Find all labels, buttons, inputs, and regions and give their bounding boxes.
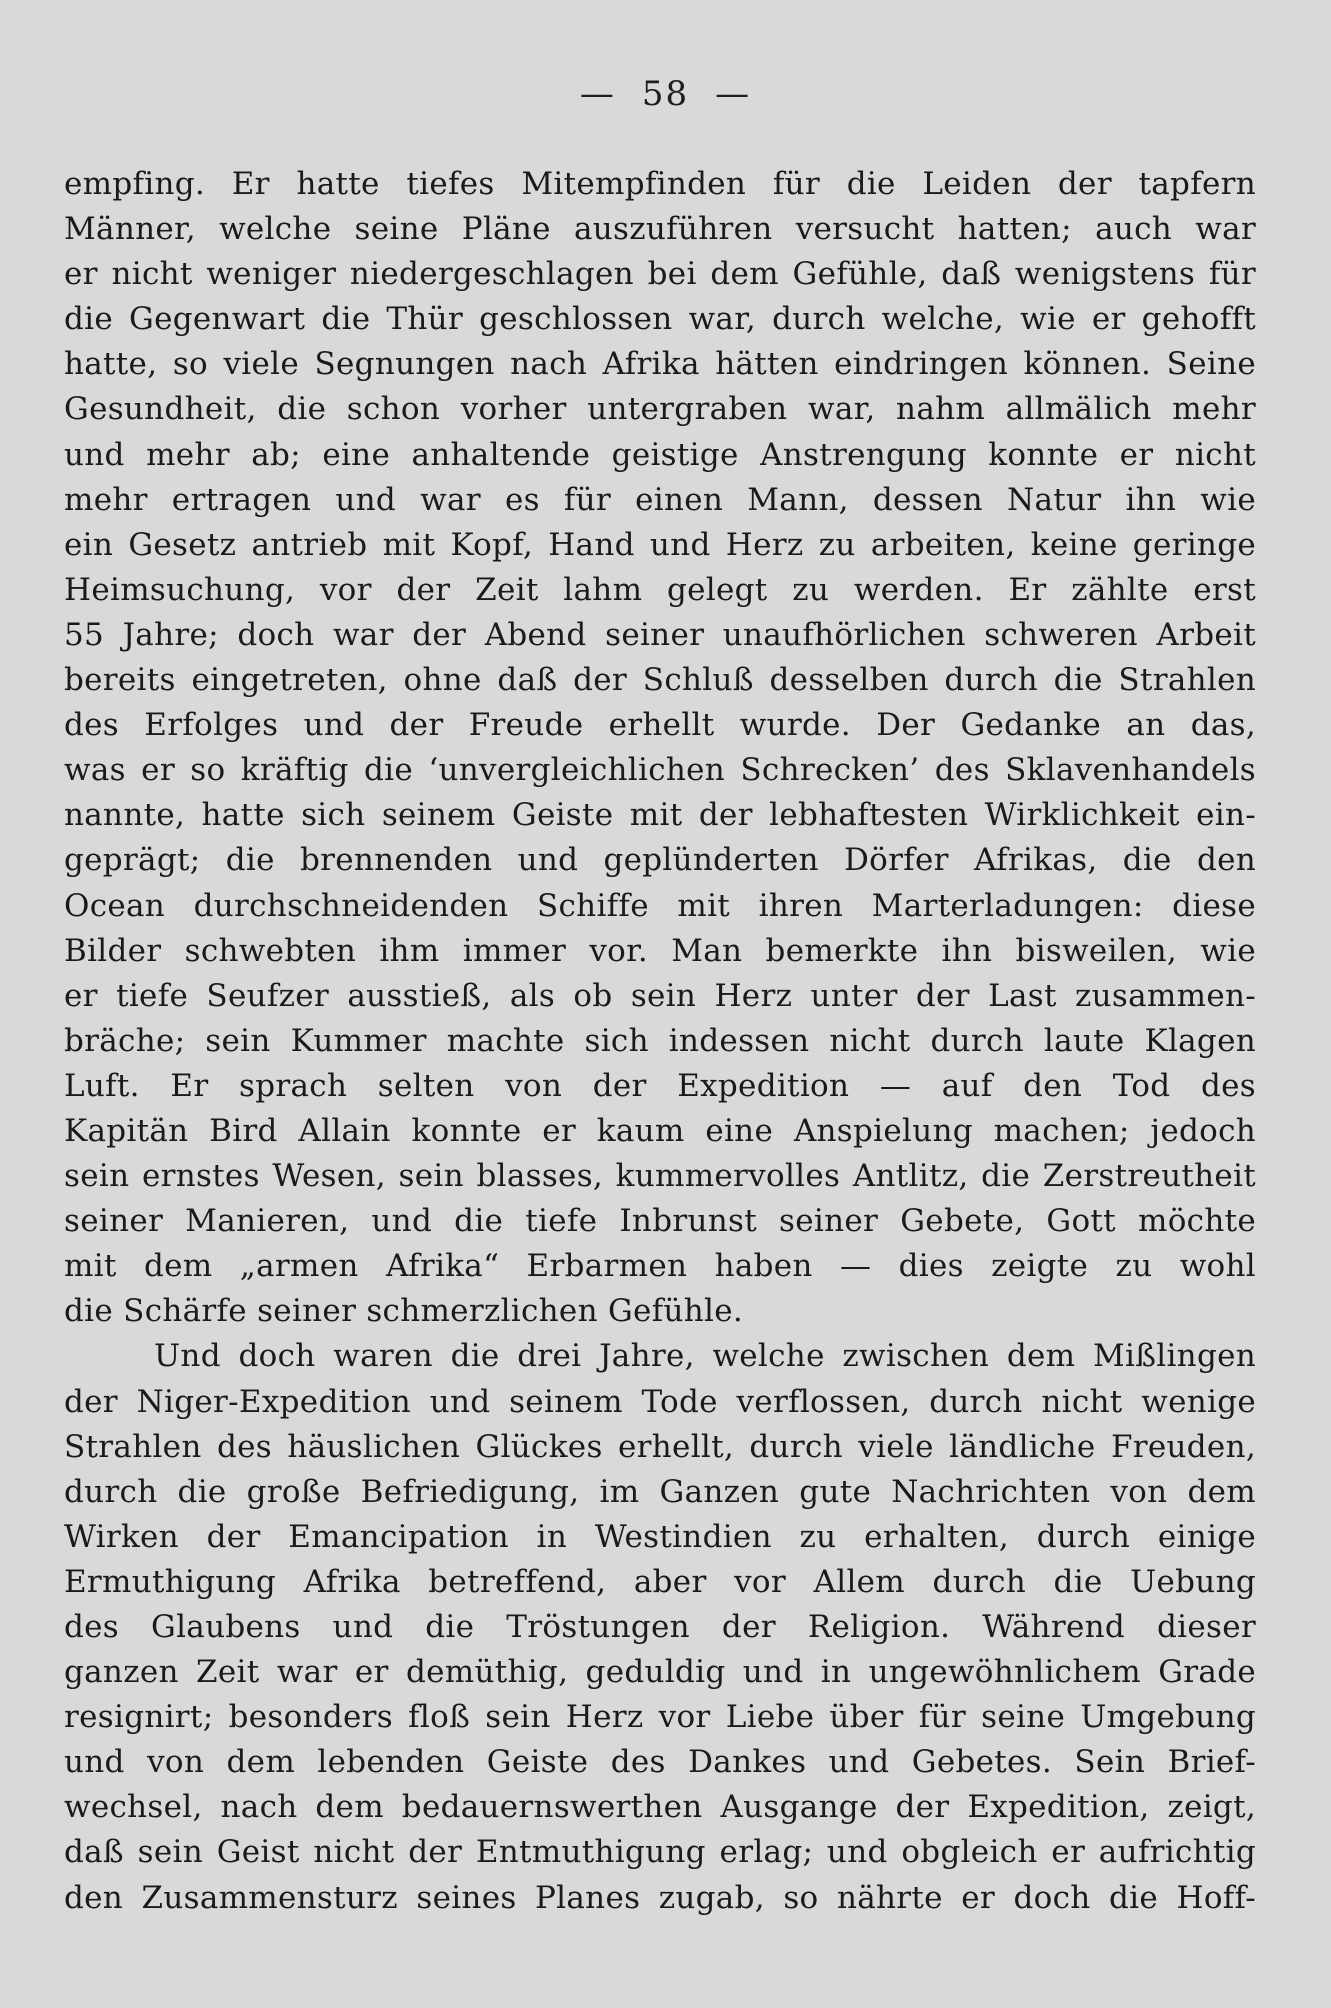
text-line: 55 Jahre; doch war der Abend seiner unaufhörlichen schweren Arbeit [64, 616, 1256, 653]
paragraph-start-line: Und doch waren die drei Jahre, welche zwischen dem Mißlingen [154, 1338, 1256, 1375]
text-line: hatte, so viele Segnungen nach Afrika hätten eindringen können. Seine [64, 346, 1256, 383]
text-line: der Niger-Expedition und seinem Tode verflossen, durch nicht wenige [64, 1383, 1256, 1420]
text-line: Gesundheit, die schon vorher untergraben war, nahm allmälich mehr [64, 391, 1256, 428]
text-line: Kapitän Bird Allain konnte er kaum eine Anspielung machen; jedoch [64, 1112, 1256, 1149]
text-line: Luft. Er sprach selten von der Expedition — auf den Tod des [64, 1067, 1256, 1104]
text-line: des Glaubens und die Tröstungen der Religion. Während dieser [64, 1609, 1256, 1645]
text-line: und mehr ab; eine anhaltende geistige Anstrengung konnte er nicht [64, 436, 1256, 473]
paragraph-end-line: die Schärfe seiner schmerzlichen Gefühle. [64, 1293, 744, 1330]
text-line: Wirken der Emancipation in Westindien zu erhalten, durch einige [64, 1518, 1256, 1555]
page-number [0, 74, 1331, 114]
text-line: Männer, welche seine Pläne auszuführen versucht hatten; auch war [64, 211, 1256, 248]
text-line: sein ernstes Wesen, sein blasses, kummervolles Antlitz, die Zerstreutheit [64, 1158, 1256, 1195]
text-line: Heimsuchung, vor der Zeit lahm gelegt zu werden. Er zählte erst [64, 571, 1256, 608]
text-line: ein Gesetz antrieb mit Kopf, Hand und Herz zu arbeiten, keine geringe [64, 526, 1256, 563]
text-line: wechsel, nach dem bedauernswerthen Ausgange der Expedition, zeigt, [64, 1789, 1256, 1826]
text-line: mit dem „armen Afrika“ Erbarmen haben — dies zeigte zu wohl [64, 1248, 1256, 1285]
text-line: seiner Manieren, und die tiefe Inbrunst seiner Gebete, Gott möchte [64, 1203, 1256, 1240]
text-line: durch die große Befriedigung, im Ganzen gute Nachrichten von dem [64, 1473, 1256, 1510]
text-line: Bilder schwebten ihm immer vor. Man bemerkte ihn bisweilen, wie [64, 932, 1256, 969]
text-line: bräche; sein Kummer machte sich indessen nicht durch laute Klagen [64, 1022, 1256, 1059]
page-number-dash-left: — [579, 74, 616, 114]
text-line: was er so kräftig die ‘unvergleichlichen Schrecken’ des Sklavenhandels [64, 752, 1256, 789]
text-line: mehr ertragen und war es für einen Mann, dessen Natur ihn wie [64, 481, 1256, 518]
text-line: die Gegenwart die Thür geschlossen war, durch welche, wie er gehofft [64, 301, 1256, 338]
text-line: nannte, hatte sich seinem Geiste mit der lebhaftesten Wirklichkeit ein- [64, 797, 1256, 834]
text-line: Ermuthigung Afrika betreffend, aber vor Allem durch die Uebung [64, 1563, 1256, 1600]
text-line: und von dem lebenden Geiste des Dankes und Gebetes. Sein Brief- [64, 1744, 1256, 1781]
text-line: ganzen Zeit war er demüthig, geduldig und in ungewöhnlichem Grade [64, 1654, 1256, 1691]
text-line: Strahlen des häuslichen Glückes erhellt, durch viele ländliche Freuden, [64, 1428, 1256, 1465]
page-number-dash-right: — [715, 74, 752, 114]
text-line: des Erfolges und der Freude erhellt wurde. Der Gedanke an das, [64, 707, 1256, 744]
text-line: den Zusammensturz seines Planes zugab, so nährte er doch die Hoff- [64, 1879, 1256, 1916]
text-line: bereits eingetreten, ohne daß der Schluß desselben durch die Strahlen [64, 662, 1256, 699]
body-text [64, 162, 1256, 1921]
text-line: empfing. Er hatte tiefes Mitempfinden für die Leiden der tapfern [64, 166, 1256, 202]
text-line: daß sein Geist nicht der Entmuthigung erlag; und obgleich er aufrichtig [64, 1834, 1256, 1871]
text-line: geprägt; die brennenden und geplünderten Dörfer Afrikas, die den [64, 842, 1256, 879]
text-line: resignirt; besonders floß sein Herz vor Liebe über für seine Umgebung [64, 1699, 1256, 1736]
page-number-value: 58 [641, 74, 690, 114]
text-line: Ocean durchschneidenden Schiffe mit ihren Marterladungen: diese [64, 887, 1256, 924]
text-line: er nicht weniger niedergeschlagen bei dem Gefühle, daß wenigstens für [64, 256, 1256, 293]
text-line: er tiefe Seufzer ausstieß, als ob sein Herz unter der Last zusammen- [64, 977, 1256, 1014]
